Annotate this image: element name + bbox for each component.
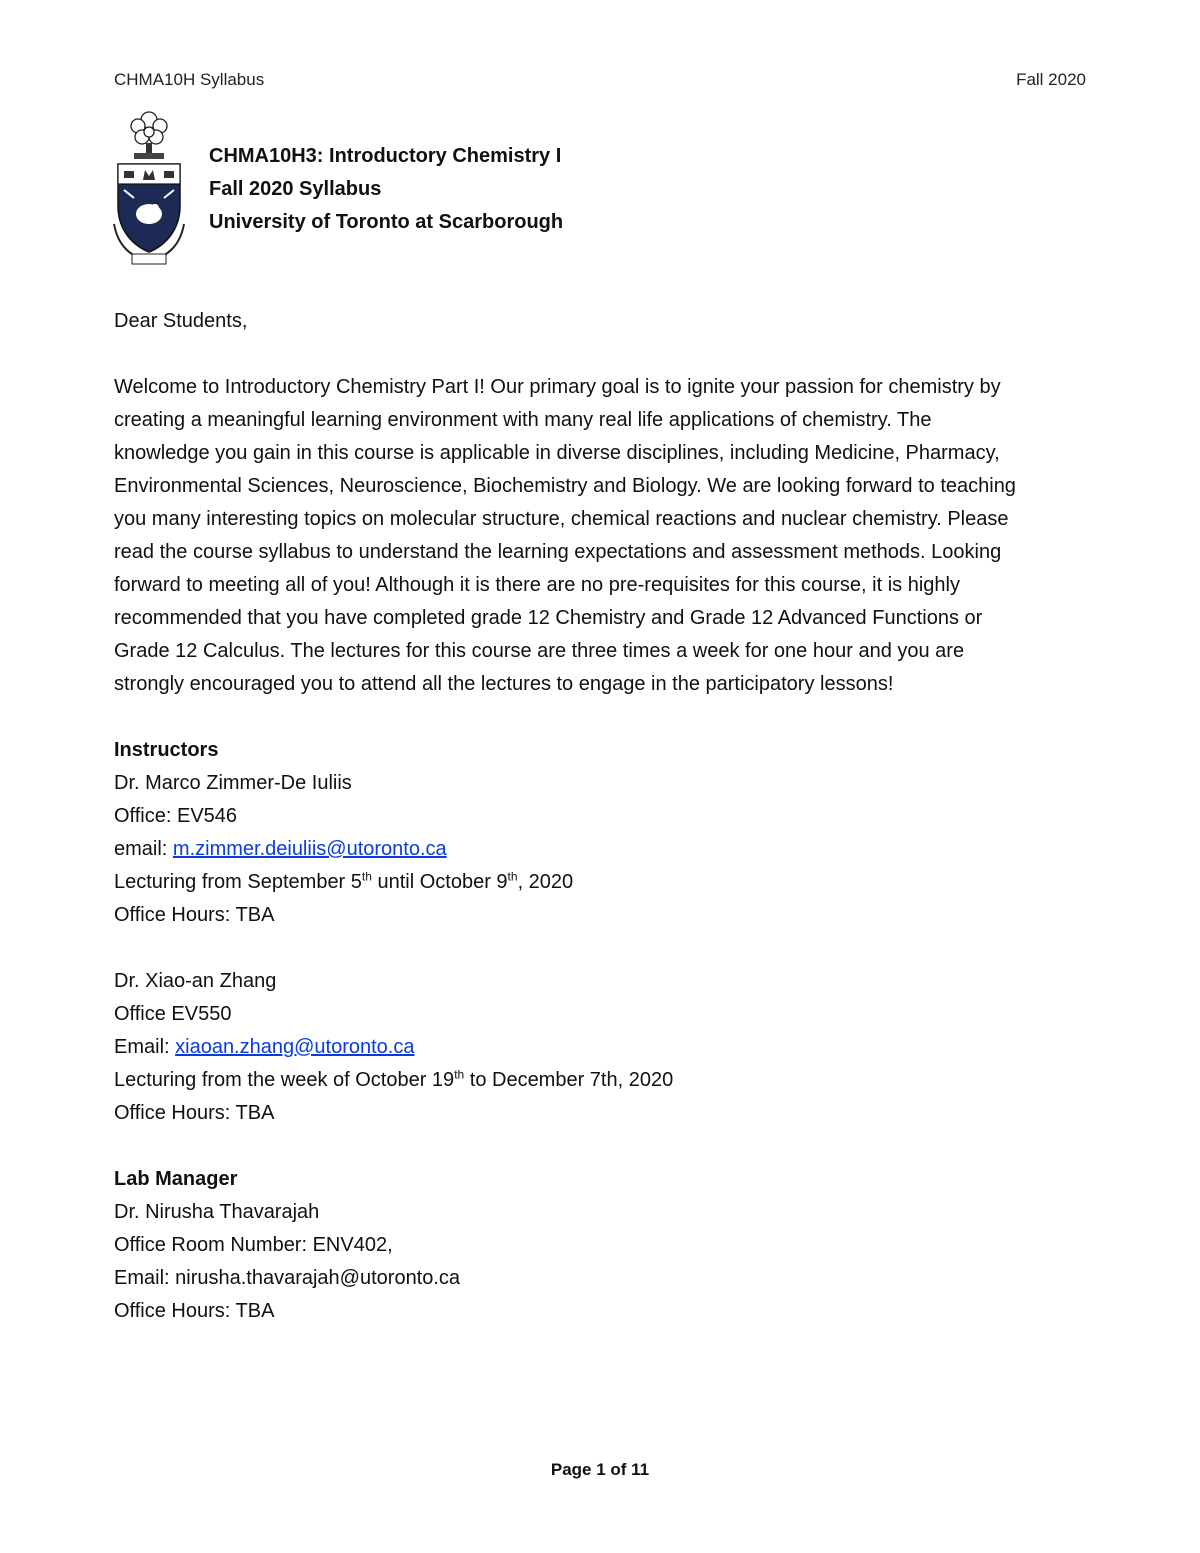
running-header-right: Fall 2020 <box>1016 70 1086 89</box>
lab-manager-office-hours: Office Hours: TBA <box>114 1300 275 1322</box>
instructor-1-office-hours: Office Hours: TBA <box>114 904 275 926</box>
instructor-1-lecture-dates <box>114 866 1094 899</box>
ordinal-suffix: th <box>507 869 518 884</box>
instructor-1-office: Office: EV546 <box>114 805 238 827</box>
instructor-2-lecture-dates <box>114 1064 1094 1097</box>
instructor-2-office-hours: Office Hours: TBA <box>114 1102 275 1124</box>
welcome-line: creating a meaningful learning environment with many real life applications of chemistry. The <box>114 409 932 431</box>
lecture-text: Lecturing from September 5 <box>114 871 362 893</box>
welcome-line: Environmental Sciences, Neuroscience, Biochemistry and Biology. We are looking forward to teaching <box>114 475 1016 497</box>
welcome-line: read the course syllabus to understand the learning expectations and assessment methods. Looking <box>114 541 1002 563</box>
email-label: Email: <box>114 1036 176 1058</box>
welcome-line: recommended that you have completed grade 12 Chemistry and Grade 12 Advanced Functions or <box>114 607 983 629</box>
course-title-block <box>209 140 563 239</box>
email-label: email: <box>114 838 173 860</box>
welcome-line: forward to meeting all of you! Although it is there are no pre-requisites for this course, it is highly <box>114 574 960 596</box>
instructor-1-email-link[interactable]: m.zimmer.deiuliis@utoronto.ca <box>172 838 447 860</box>
lecture-text: Lecturing from the week of October 19 <box>114 1069 455 1091</box>
greeting: Dear Students, <box>114 310 248 332</box>
instructor-1-email-line <box>114 833 1094 866</box>
instructors-heading: Instructors <box>114 739 219 761</box>
lecture-text: , 2020 <box>517 871 574 893</box>
instructor-1-name: Dr. Marco Zimmer-De Iuliis <box>114 772 352 794</box>
letter-body <box>114 305 1094 1328</box>
course-term: Fall 2020 Syllabus <box>209 178 382 200</box>
welcome-line: Grade 12 Calculus. The lectures for this course are three times a week for one hour and you are <box>114 640 965 662</box>
lab-manager-email: Email: nirusha.thavarajah@utoronto.ca <box>114 1267 461 1289</box>
instructor-2-office: Office EV550 <box>114 1003 232 1025</box>
course-title: CHMA10H3: Introductory Chemistry I <box>209 145 562 167</box>
welcome-line: knowledge you gain in this course is applicable in diverse disciplines, including Medicine, Pharmacy, <box>114 442 1000 464</box>
lab-manager-heading: Lab Manager <box>114 1168 238 1190</box>
ordinal-suffix: th <box>454 1067 465 1082</box>
instructor-2-email-line <box>114 1031 1094 1064</box>
page-number: Page 1 of 11 <box>550 1460 650 1479</box>
lab-manager-name: Dr. Nirusha Thavarajah <box>114 1201 320 1223</box>
welcome-line: Welcome to Introductory Chemistry Part I! Our primary goal is to ignite your passion for chemistry by <box>114 376 1001 398</box>
university-crest-icon <box>110 106 188 266</box>
university-name: University of Toronto at Scarborough <box>209 211 564 233</box>
instructor-2-name: Dr. Xiao-an Zhang <box>114 970 277 992</box>
welcome-line: you many interesting topics on molecular structure, chemical reactions and nuclear chemistry. Please <box>114 508 1009 530</box>
lecture-text: to December 7th, 2020 <box>464 1069 674 1091</box>
lab-manager-office: Office Room Number: ENV402, <box>114 1234 393 1256</box>
welcome-paragraph <box>114 371 1094 701</box>
ordinal-suffix: th <box>361 869 372 884</box>
lecture-text: until October 9 <box>371 871 508 893</box>
welcome-line: strongly encouraged you to attend all the lectures to engage in the participatory lessons! <box>114 673 894 695</box>
running-header-left: CHMA10H Syllabus <box>114 70 265 89</box>
instructor-2-email-link[interactable]: xiaoan.zhang@utoronto.ca <box>175 1036 415 1058</box>
